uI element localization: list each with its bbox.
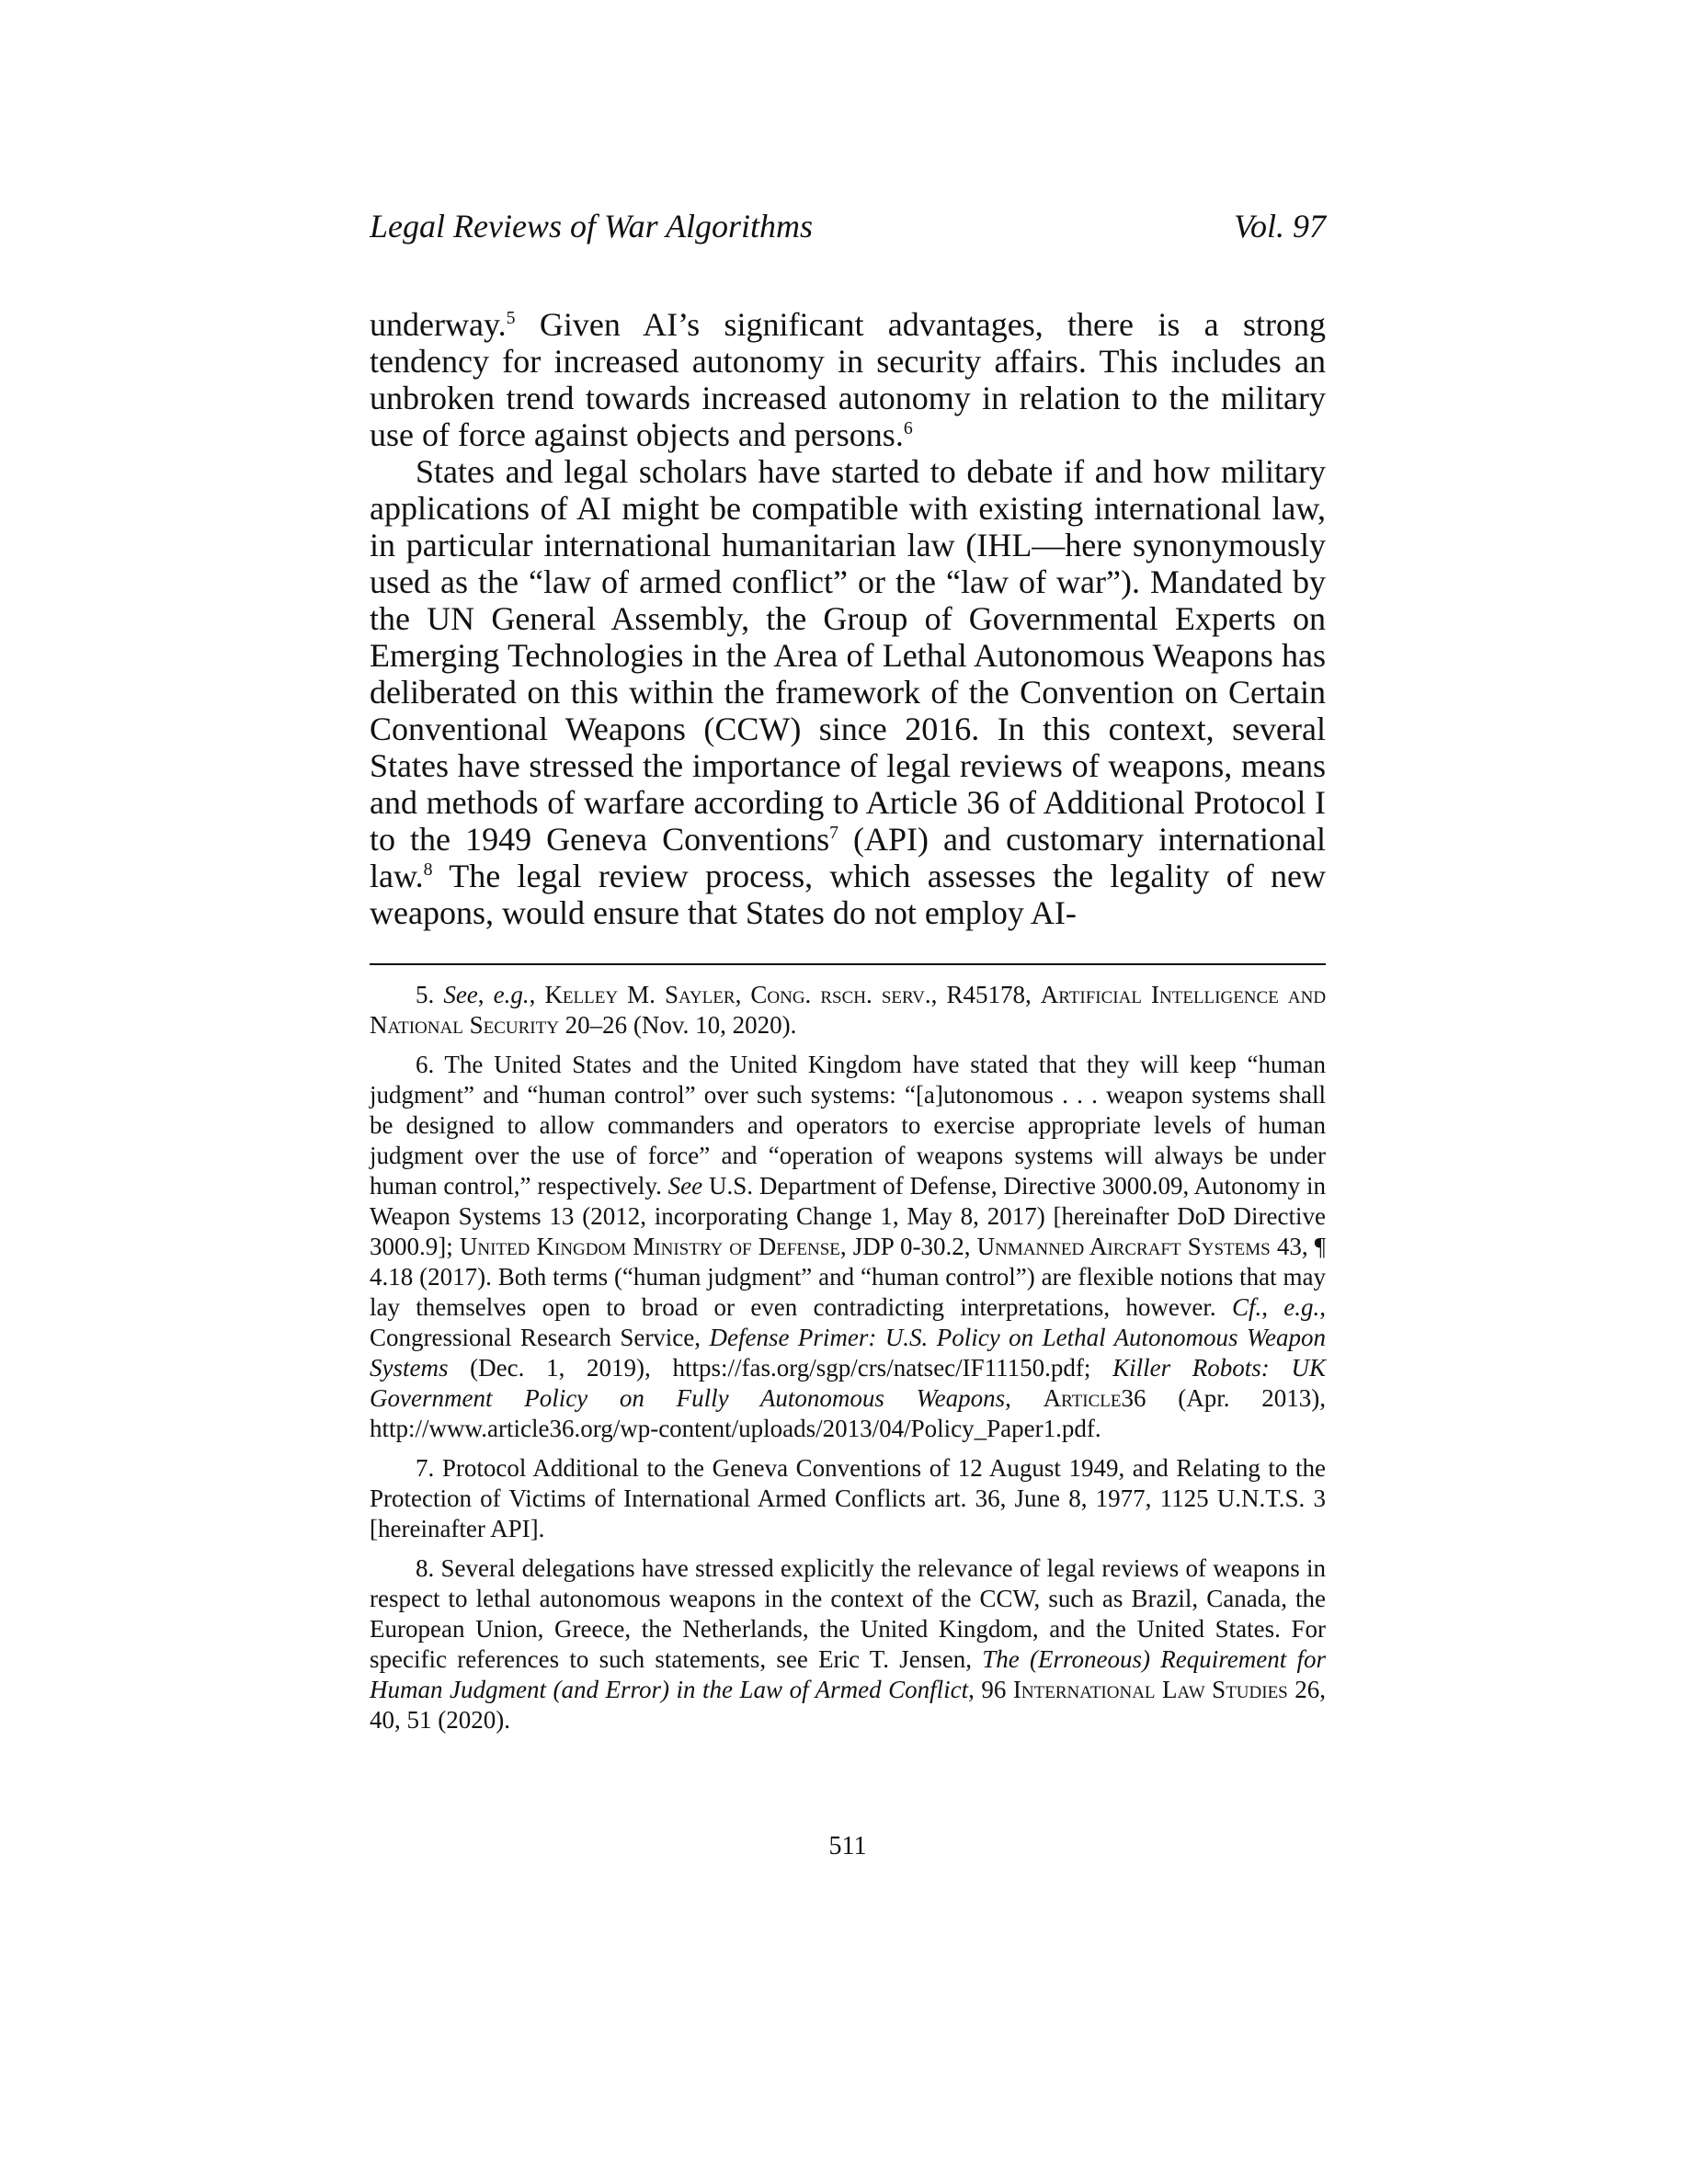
- running-header: [370, 204, 1326, 259]
- page-number: 511: [828, 1832, 867, 1860]
- text-span: U.S. Department of Defense, Directive 3000.09, Autonomy in Weapon Systems 13 (2012, incorporating Change 1, May 8, 2017) [hereinafter DoD Directive 3000.9];: [370, 1172, 1326, 1260]
- footnote-divider: [370, 963, 1326, 965]
- text-span: 20–26 (Nov. 10, 2020).: [558, 1011, 797, 1039]
- cited-journal: International Law Studies: [1012, 1676, 1288, 1703]
- text-span: underway.: [370, 306, 507, 343]
- paragraph-1: [370, 306, 1326, 453]
- running-title: Legal Reviews of War Algorithms: [370, 208, 814, 245]
- signal-eg: e.g.: [1283, 1293, 1320, 1321]
- footnote-8: [370, 1553, 1326, 1735]
- text-span: (Dec. 1, 2019), https://fas.org/sgp/crs/natsec/IF11150.pdf;: [448, 1354, 1113, 1382]
- paragraph-2: [370, 453, 1326, 931]
- text-span: , JDP 0-30.2,: [839, 1233, 977, 1260]
- signal-see: See: [667, 1172, 703, 1200]
- text-span: (Apr. 2013), http://www.article36.org/wp-content/uploads/2013/04/Policy_Paper1.pdf.: [370, 1384, 1327, 1442]
- footnote-ref-7: 7: [829, 823, 838, 843]
- cited-title: Defense Primer: U.S. Policy on Lethal Autonomous Weapon Systems: [370, 1324, 1327, 1382]
- text-span: ,: [1261, 1293, 1284, 1321]
- footnote-5: [370, 980, 1326, 1041]
- text-span: , 96: [968, 1676, 1013, 1703]
- text-span: 26, 40, 51 (2020).: [370, 1676, 1327, 1734]
- text-span: 7. Protocol Additional to the Geneva Conventions of 12 August 1949, and Relating to the Protection of Victims of International Armed Conflicts art. 36, June 8, 1977, 1125 U.N.T.S. 3 [hereinafter API].: [370, 1454, 1326, 1542]
- signal-eg: e.g.: [493, 981, 530, 1008]
- text-span: The legal review process, which assesses the legality of new weapons, would ensure that States do not employ AI-: [370, 858, 1326, 931]
- footnote-7: [370, 1453, 1326, 1544]
- signal-see: See: [443, 981, 478, 1008]
- footnote-ref-5: 5: [506, 308, 516, 328]
- text-span: 6. The United States and the United Kingdom have stated that they will keep “human judgment” and “human control” over such systems: “[a]utonomous . . . weapon systems shall be designed to allow commanders and operators to exercise appropriate levels of human judgment over the use of force” and “operation of weapons systems will always be under human control,” respectively.: [370, 1051, 1326, 1200]
- footnote-ref-8: 8: [423, 859, 433, 880]
- text-span: ,: [477, 981, 494, 1008]
- footnotes: [370, 980, 1326, 1745]
- author-name: Kelley M. Sayler, Cong. rsch. serv.: [544, 981, 931, 1008]
- text-span: , Congressional Research Service,: [370, 1293, 1327, 1351]
- text-span: 43, ¶ 4.18 (2017). Both terms (“human judgment” and “human control”) are flexible notions that may lay themselves open to broad or even contradicting interpretations, however.: [370, 1233, 1326, 1321]
- main-text: [370, 306, 1326, 931]
- text-span: States and legal scholars have started to debate if and how military applications of AI might be compatible with existing international law, in particular international humanitarian law (IHL—here synonymously used as the “law of armed conflict” or the “law of war”). Mandated by the UN General Assembly, the Group of Governmental Experts on Emerging Technologies in the Area of Lethal Autonomous Weapons has deliberated on this within the framework of the Convention on Certain Conventional Weapons (CCW) since 2016. In this context, several States have stressed the importance of legal reviews of weapons, means and methods of warfare according to Article 36 of Additional Protocol I to the 1949 Geneva Conventions: [370, 453, 1326, 858]
- cited-title: Killer Robots: UK Government Policy on Fully Autonomous Weapons: [370, 1354, 1326, 1412]
- text-span: 8. Several delegations have stressed explicitly the relevance of legal reviews of weapons in respect to lethal autonomous weapons in the context of the CCW, such as Brazil, Canada, the European Union, Greece, the Netherlands, the United Kingdom, and the United States. For specific references to such statements, see Eric T. Jensen,: [370, 1554, 1326, 1673]
- cited-title: Artificial Intelligence and National Security: [370, 981, 1327, 1039]
- text-span: Given AI’s significant advantages, there is a strong tendency for increased autonomy in security affairs. This includes an unbroken trend towards increased autonomy in relation to the military use of force against objects and persons.: [370, 306, 1326, 453]
- footnote-ref-6: 6: [903, 418, 913, 438]
- text-span: (API) and customary international law.: [370, 821, 1327, 894]
- signal-cf: Cf.: [1231, 1293, 1262, 1321]
- cited-title: Unmanned Aircraft Systems: [976, 1233, 1271, 1260]
- text-span: , R45178,: [930, 981, 1041, 1008]
- footnote-6: [370, 1050, 1326, 1444]
- cited-source: Article36: [1043, 1384, 1146, 1412]
- volume-number: Vol. 97: [1233, 208, 1326, 245]
- cited-title: The (Erroneous) Requirement for Human Judgment (and Error) in the Law of Armed Conflict: [370, 1645, 1326, 1703]
- text-span: ,: [529, 981, 545, 1008]
- cited-author: United Kingdom Ministry of Defense: [459, 1233, 840, 1260]
- text-span: ,: [1005, 1384, 1044, 1412]
- text-span: 5.: [416, 981, 444, 1008]
